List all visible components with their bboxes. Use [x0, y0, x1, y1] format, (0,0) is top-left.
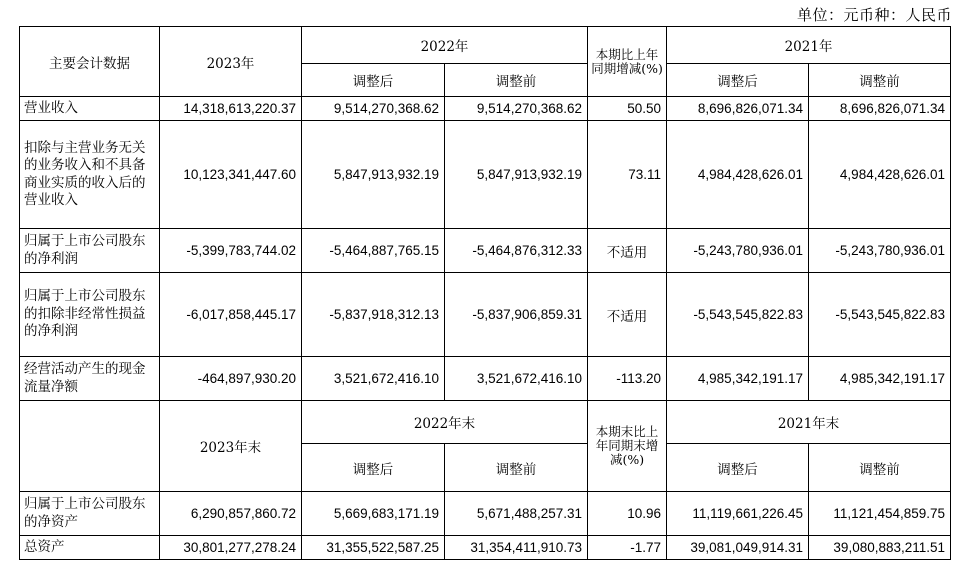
table-row	[20, 492, 951, 536]
value-2021-adjusted: 39,081,049,914.31	[667, 536, 809, 560]
value-2021-adjusted: 4,984,428,626.01	[667, 121, 809, 229]
unit-label: 单位：元币种：人民币	[796, 6, 952, 24]
row-label: 营业收入	[20, 97, 160, 121]
adjusted-header: 调整后	[302, 64, 445, 97]
value-2022-before-adjust: 31,354,411,910.73	[445, 536, 588, 560]
change-percent-header: 本期比上年同期增减(%)	[588, 27, 667, 97]
value-2021-before-adjust: 4,985,342,191.17	[809, 357, 951, 401]
value-2021-before-adjust: -5,243,780,936.01	[809, 229, 951, 273]
value-2023: 30,801,277,278.24	[160, 536, 302, 560]
header-row	[20, 401, 951, 444]
value-2022-adjusted: 3,521,672,416.10	[302, 357, 445, 401]
before-adjust-header: 调整前	[809, 444, 951, 492]
value-2023: 6,290,857,860.72	[160, 492, 302, 536]
change-percent-header: 本期末比上年同期末增减(%)	[588, 401, 667, 492]
adjusted-header: 调整后	[667, 444, 809, 492]
value-change: 不适用	[588, 229, 667, 273]
empty-item-header	[20, 401, 160, 492]
value-2021-adjusted: 11,119,661,226.45	[667, 492, 809, 536]
value-change: 不适用	[588, 273, 667, 357]
header-row	[20, 27, 951, 64]
value-2023: 14,318,613,220.37	[160, 97, 302, 121]
value-2021-before-adjust: 4,984,428,626.01	[809, 121, 951, 229]
value-2023: -464,897,930.20	[160, 357, 302, 401]
value-change: -1.77	[588, 536, 667, 560]
table-row	[20, 357, 951, 401]
value-change: 73.11	[588, 121, 667, 229]
table-row	[20, 536, 951, 560]
adjusted-header: 调整后	[667, 64, 809, 97]
value-2021-before-adjust: 39,080,883,211.51	[809, 536, 951, 560]
year-2021-header: 2021年	[667, 27, 951, 64]
before-adjust-header: 调整前	[809, 64, 951, 97]
table-row	[20, 273, 951, 357]
year-end-2023-header: 2023年末	[160, 401, 302, 492]
value-2022-before-adjust: -5,837,906,859.31	[445, 273, 588, 357]
value-2022-adjusted: 5,669,683,171.19	[302, 492, 445, 536]
value-2022-adjusted: -5,464,887,765.15	[302, 229, 445, 273]
table-row	[20, 229, 951, 273]
before-adjust-header: 调整前	[445, 444, 588, 492]
row-label: 归属于上市公司股东的扣除非经常性损益的净利润	[20, 273, 160, 357]
value-2021-adjusted: -5,543,545,822.83	[667, 273, 809, 357]
value-2022-before-adjust: 5,671,488,257.31	[445, 492, 588, 536]
value-2022-before-adjust: -5,464,876,312.33	[445, 229, 588, 273]
value-change: 50.50	[588, 97, 667, 121]
row-label: 扣除与主营业务无关的业务收入和不具备商业实质的收入后的营业收入	[20, 121, 160, 229]
value-change: -113.20	[588, 357, 667, 401]
value-2021-adjusted: 4,985,342,191.17	[667, 357, 809, 401]
value-2022-adjusted: 31,355,522,587.25	[302, 536, 445, 560]
table-row	[20, 97, 951, 121]
value-2021-adjusted: -5,243,780,936.01	[667, 229, 809, 273]
value-2021-before-adjust: -5,543,545,822.83	[809, 273, 951, 357]
value-2022-before-adjust: 3,521,672,416.10	[445, 357, 588, 401]
value-2023: -6,017,858,445.17	[160, 273, 302, 357]
item-column-header: 主要会计数据	[20, 27, 160, 97]
value-2022-adjusted: 9,514,270,368.62	[302, 97, 445, 121]
year-2023-header: 2023年	[160, 27, 302, 97]
value-2023: -5,399,783,744.02	[160, 229, 302, 273]
row-label: 总资产	[20, 536, 160, 560]
value-2022-adjusted: -5,837,918,312.13	[302, 273, 445, 357]
year-end-2022-header: 2022年末	[302, 401, 588, 444]
value-2022-before-adjust: 9,514,270,368.62	[445, 97, 588, 121]
table-row	[20, 121, 951, 229]
year-2022-header: 2022年	[302, 27, 588, 64]
value-2021-adjusted: 8,696,826,071.34	[667, 97, 809, 121]
value-change: 10.96	[588, 492, 667, 536]
adjusted-header: 调整后	[302, 444, 445, 492]
value-2021-before-adjust: 8,696,826,071.34	[809, 97, 951, 121]
row-label: 归属于上市公司股东的净资产	[20, 492, 160, 536]
value-2022-adjusted: 5,847,913,932.19	[302, 121, 445, 229]
row-label: 归属于上市公司股东的净利润	[20, 229, 160, 273]
value-2022-before-adjust: 5,847,913,932.19	[445, 121, 588, 229]
value-2021-before-adjust: 11,121,454,859.75	[809, 492, 951, 536]
key-accounting-data-table	[19, 26, 951, 560]
value-2023: 10,123,341,447.60	[160, 121, 302, 229]
before-adjust-header: 调整前	[445, 64, 588, 97]
year-end-2021-header: 2021年末	[667, 401, 951, 444]
row-label: 经营活动产生的现金流量净额	[20, 357, 160, 401]
